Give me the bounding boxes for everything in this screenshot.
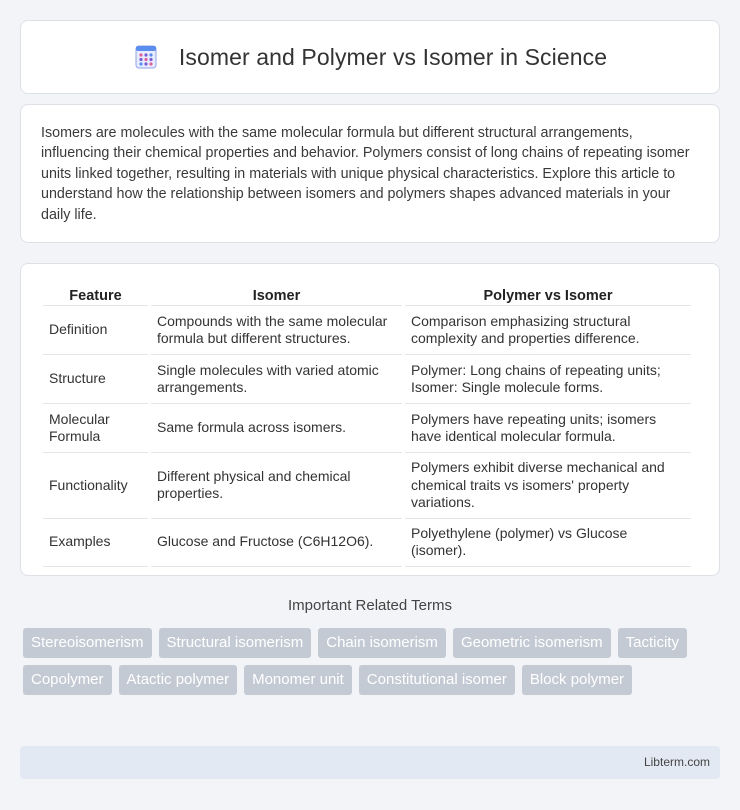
table-row (43, 453, 691, 519)
related-term-tag[interactable]: Stereoisomerism (23, 628, 152, 658)
related-term-tag[interactable]: Chain isomerism (318, 628, 446, 658)
table-cell: Comparison emphasizing structural complexity and properties difference. (405, 306, 691, 355)
table-cell: Single molecules with varied atomic arrangements. (151, 355, 402, 404)
table-cell: Same formula across isomers. (151, 404, 402, 453)
comparison-table (40, 284, 694, 567)
column-header: Feature (43, 284, 148, 306)
table-cell: Examples (43, 519, 148, 567)
table-cell: Definition (43, 306, 148, 355)
related-term-tag[interactable]: Copolymer (23, 665, 112, 695)
table-cell: Molecular Formula (43, 404, 148, 453)
table-cell: Different physical and chemical properties. (151, 453, 402, 519)
intro-card (20, 104, 720, 243)
related-term-tag[interactable]: Block polymer (522, 665, 632, 695)
intro-text: Isomers are molecules with the same molecular formula but different structural arrangements, influencing their chemical properties and behavior. Polymers consist of long chains of repeating isomer units linked together, resulting in materials with unique physical characteristics. Explore this article to understand how the relationship between isomers and polymers shapes advanced materials in your daily life. (41, 125, 690, 223)
comparison-table-card (20, 263, 720, 576)
table-row (43, 404, 691, 453)
related-term-tag[interactable]: Structural isomerism (159, 628, 312, 658)
page-title: Isomer and Polymer vs Isomer in Science (178, 43, 608, 70)
column-header: Polymer vs Isomer (405, 284, 691, 306)
related-terms-list (23, 628, 723, 695)
related-term-tag[interactable]: Geometric isomerism (453, 628, 611, 658)
abacus-icon (133, 44, 159, 70)
table-cell: Polymers have repeating units; isomers have identical molecular formula. (405, 404, 691, 453)
related-term-tag[interactable]: Constitutional isomer (359, 665, 515, 695)
related-terms-title: Important Related Terms (288, 597, 452, 614)
table-cell: Compounds with the same molecular formula but different structures. (151, 306, 402, 355)
table-row (43, 306, 691, 355)
related-term-tag[interactable]: Monomer unit (244, 665, 352, 695)
footer (20, 746, 720, 779)
related-term-tag[interactable]: Tacticity (618, 628, 687, 658)
table-cell: Glucose and Fructose (C6H12O6). (151, 519, 402, 567)
table-row (43, 519, 691, 567)
column-header: Isomer (151, 284, 402, 306)
table-row (43, 355, 691, 404)
footer-site-link[interactable]: Libterm.com (643, 755, 710, 769)
table-cell: Structure (43, 355, 148, 404)
table-cell: Functionality (43, 453, 148, 519)
table-cell: Polymers exhibit diverse mechanical and chemical traits vs isomers' property variations. (405, 453, 691, 519)
table-cell: Polymer: Long chains of repeating units; Isomer: Single molecule forms. (405, 355, 691, 404)
related-term-tag[interactable]: Atactic polymer (119, 665, 238, 695)
table-cell: Polyethylene (polymer) vs Glucose (isomer). (405, 519, 691, 567)
header-card (20, 20, 720, 94)
table-header-row (43, 284, 691, 306)
